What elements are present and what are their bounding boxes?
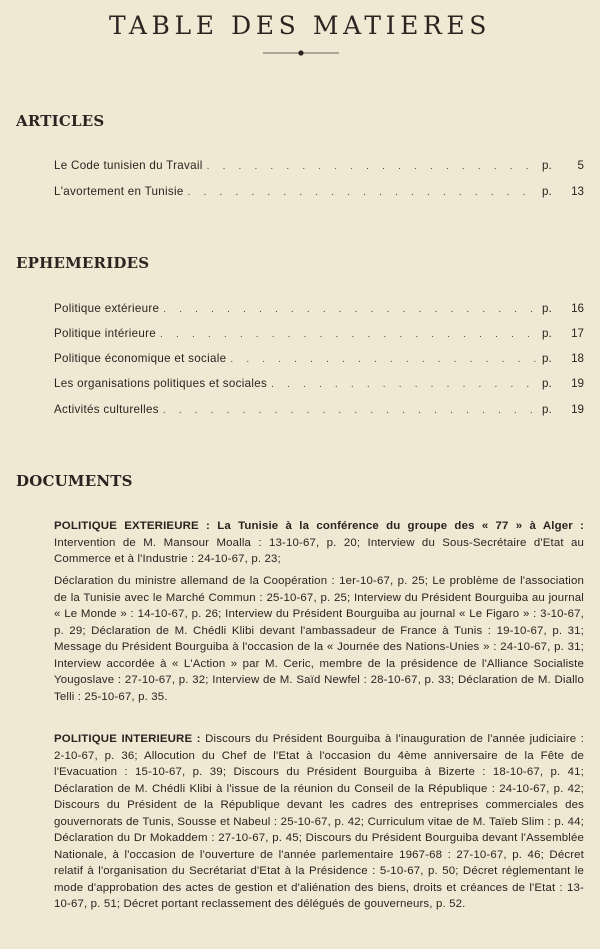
documents-politique-exterieure-intro (54, 518, 584, 568)
dot-leader (163, 405, 538, 416)
toc-entry-politique-interieure[interactable] (54, 327, 584, 343)
section-heading-articles: ARTICLES (16, 112, 105, 130)
toc-entry-code-travail[interactable] (54, 159, 584, 175)
toc-entry-label: Politique économique et sociale (54, 352, 227, 365)
dot-leader (188, 187, 538, 198)
documents-politique-exterieure-list (54, 573, 584, 705)
toc-entry-label: Politique intérieure (54, 327, 157, 340)
paragraph-text: Déclaration du ministre allemand de la Coopération : 1er-10-67, p. 25; Le problème de l'association de la Tunisie avec le Marché Commun : 25-10-67, p. 25; Interview du Président Bourguiba au journal « Le Monde » : 14-10-67, p. 26; Interview du Président Bourguiba au journal « Le Figaro » : 3-10-67, p. 29; Déclaration de M. Chédli Klibi devant l'ambassadeur de France à Tunis : 19-10-67, p. 31; Message du Président Bourguiba à l'occasion de la « Journée des Nations-Unies » : 24-10-67, p. 31; Interview accordée à « L'Action » par M. Ceric, membre de la présidence de l'Alliance Socialiste Yougoslave : 27-10-67, p. 32; Interview de M. Saïd Newfel : 28-10-67, p. 33; Déclaration de M. Diallo Telli : 25-10-67, p. 35. (54, 575, 584, 703)
toc-entry-label: Politique extérieure (54, 302, 160, 315)
toc-entry-organisations[interactable] (54, 377, 584, 393)
page-number: 19 (571, 403, 584, 416)
dot-leader (163, 304, 538, 315)
toc-entry-label: Le Code tunisien du Travail (54, 159, 203, 172)
section-heading-documents: DOCUMENTS (16, 472, 133, 490)
toc-entry-avortement[interactable] (54, 185, 584, 201)
dot-leader (271, 379, 538, 390)
page-number: 18 (571, 352, 584, 365)
page-number: 5 (577, 159, 584, 172)
section-heading-ephemerides: EPHEMERIDES (16, 254, 150, 272)
dot-leader (160, 329, 538, 340)
toc-entry-activites-culturelles[interactable] (54, 403, 584, 419)
page-abbrev: p. (542, 377, 552, 390)
dot-leader (230, 354, 538, 365)
paragraph-text: Discours du Président Bourguiba à l'inauguration de l'année judiciaire : 2-10-67, p. 36; Allocution du Chef de l'Etat à l'occasion du 4ème anniversaire de la Fête de l'Evacuation : 15-10-67, p. 39; Discours du Président Bourguiba à Bizerte : 18-10-67, p. 41; Déclaration de M. Chédli Klibi à l'issue de la réunion du Conseil de la République : 24-10-67, p. 42; Discours du Président de la République devant les cadres des entreprises commerciales des gouvernorats de Tunis, Sousse et Nabeul : 25-10-67, p. 42; Curriculum vitae de M. Taïeb Slim : p. 44; Déclaration du Dr Mokaddem : 27-10-67, p. 45; Discours du Président Bourguiba devant l'Assemblée Nationale, à l'occasion de l'ouverture de l'année parlementaire 1967-68 : 27-10-67, p. 46; Décret relatif à l'organisation du Secrétariat d'Etat à la Présidence : 5-10-67, p. 50; Décret réglementant le mode d'approbation des actes de gestion et d'aliénation des biens, droits et créances de l'Etat : 13-10-67, p. 51; Décret portant reclassement des délégués de gouverneurs, p. 52. (54, 733, 584, 911)
page-abbrev: p. (542, 185, 552, 198)
dot-leader (207, 161, 538, 172)
page-abbrev: p. (542, 159, 552, 172)
page-number: 17 (571, 327, 584, 340)
title-ornament (263, 49, 339, 57)
paragraph-lead: POLITIQUE EXTERIEURE : La Tunisie à la conférence du groupe des « 77 » à Alger : (54, 520, 584, 532)
page-abbrev: p. (542, 302, 552, 315)
page-abbrev: p. (542, 327, 552, 340)
documents-politique-interieure (54, 731, 584, 913)
paragraph-text: Intervention de M. Mansour Moalla : 13-10-67, p. 20; Interview du Sous-Secrétaire d'Etat au Commerce et à l'Industrie : 24-10-67, p. 23; (54, 536, 584, 566)
page-number: 16 (571, 302, 584, 315)
page-title: TABLE DES MATIERES (109, 11, 491, 40)
paragraph-lead: POLITIQUE INTERIEURE : (54, 733, 201, 745)
toc-entry-politique-economique[interactable] (54, 352, 584, 368)
toc-entry-politique-exterieure[interactable] (54, 302, 584, 318)
page-number: 13 (571, 185, 584, 198)
toc-entry-label: L'avortement en Tunisie (54, 185, 184, 198)
toc-entry-label: Activités culturelles (54, 403, 159, 416)
page-abbrev: p. (542, 352, 552, 365)
toc-entry-label: Les organisations politiques et sociales (54, 377, 268, 390)
page-abbrev: p. (542, 403, 552, 416)
page-number: 19 (571, 377, 584, 390)
